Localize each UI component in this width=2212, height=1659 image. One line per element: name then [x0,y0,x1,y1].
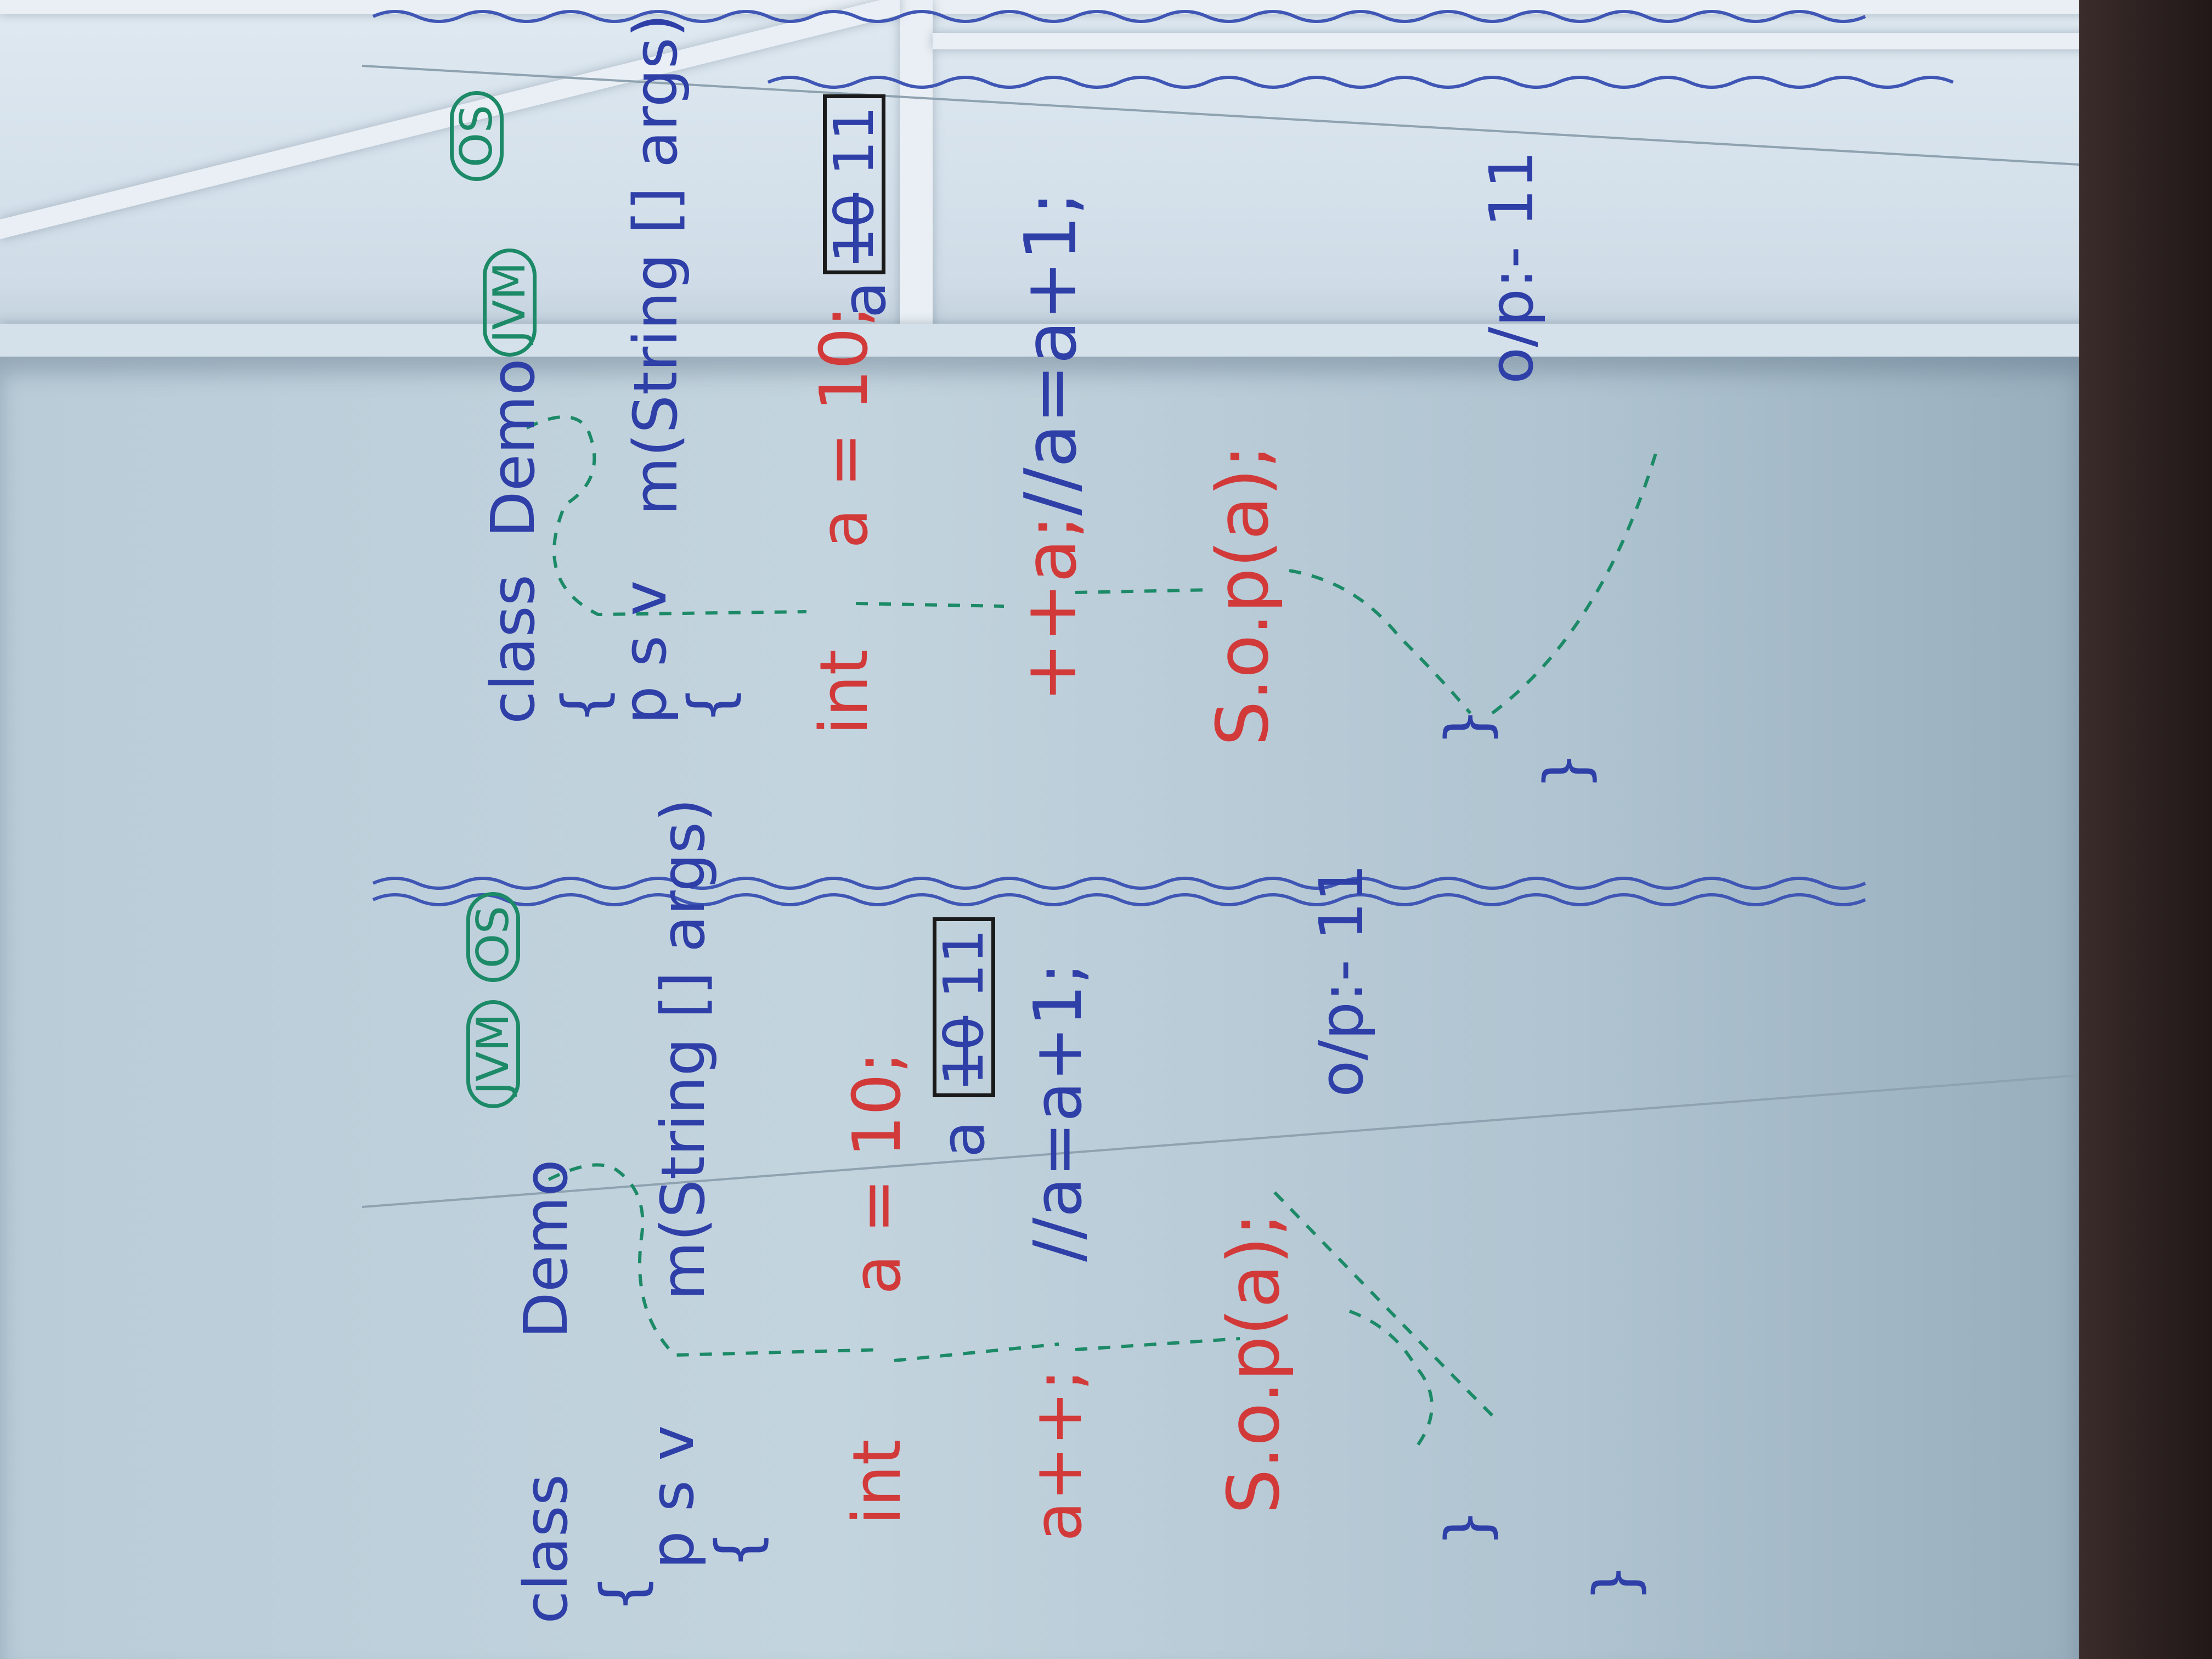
right-close-class: } [1531,752,1601,790]
right-box-new-value: 11 [822,105,886,176]
left-box-old-value: 10 [932,1015,996,1086]
right-close-main: } [1432,708,1503,746]
left-main-signature: m(String [] args) [648,798,718,1300]
right-box-old-value: 10 [822,193,886,263]
left-print-stmt: S.o.p(a); [1212,1212,1295,1514]
right-increment-stmt: ++a; [1009,515,1092,702]
left-close-main: } [1432,1509,1503,1547]
left-jvm-cloud: JVM [466,1000,520,1108]
right-declaration: a = 10; [806,305,883,549]
left-open-main: { [703,1531,773,1569]
right-int-keyword: int [806,649,883,735]
left-value-box [933,917,995,1097]
left-class-keyword: class [511,1474,581,1624]
right-os-cloud: OS [450,91,504,181]
right-print-stmt: S.o.p(a); [1201,444,1284,746]
left-open-brace: { [588,1575,658,1613]
left-os-cloud: OS [466,892,520,982]
left-close-class: } [1581,1564,1651,1602]
right-var-label: a [829,281,899,318]
right-value-box [823,94,885,274]
right-open-brace: { [549,686,619,724]
left-int-keyword: int [839,1439,916,1525]
left-class-name: Demo [511,1159,581,1339]
left-declaration: a = 10; [839,1051,916,1295]
right-main-prefix: p s v [610,580,680,724]
left-box-new-value: 11 [932,928,996,998]
right-jvm-cloud: JVM [483,249,537,357]
left-increment-stmt: a++; [1020,1368,1097,1542]
left-main-prefix: p s v [637,1425,707,1569]
right-increment-comment: //a=a+1; [1009,191,1092,516]
right-class-name: Demo [478,358,548,538]
right-output: o/p:- 11 [1476,150,1547,384]
left-increment-comment: //a=a+1; [1020,962,1097,1262]
right-main-signature: m(String [] args) [620,14,691,516]
left-output: o/p:- 11 [1306,864,1376,1097]
right-class-keyword: class [478,574,548,724]
right-open-main: { [675,686,746,724]
left-var-label: a [928,1120,998,1158]
